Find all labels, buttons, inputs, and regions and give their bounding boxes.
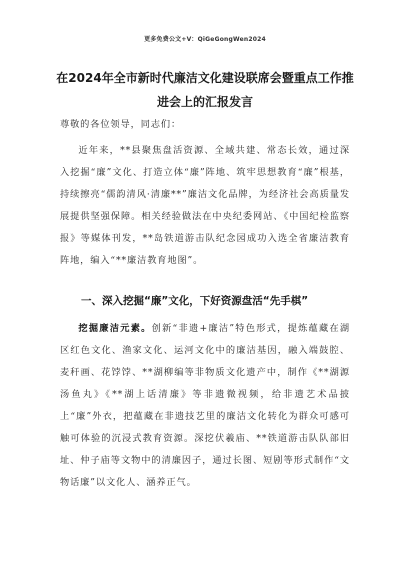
salutation: 尊敬的各位领导，同志们： [60,119,182,130]
watermark-text: 更多免费公文+V：QiGeGongWen2024 [144,36,266,43]
section-heading: 一、深入挖掘“廉”文化，下好资源盘活“先手棋” [81,295,309,307]
section-paragraph-body: 创新“非遗+廉洁”特色形式，提炼蕴藏在湖区红色文化、渔家文化、运河文化中的廉洁基因，融入端鼓腔、麦秆画、花饽饽、**湖柳编等非物质文化遗产中，制作《**湖源汤鱼丸》《**湖上话清廉》等非遗微视频，给非遗艺术品披上“廉”外衣，把蕴藏在非遗技艺里的廉洁文化转化为群众可感可触可体验的沉浸式教育资源。深挖伏羲庙、**铁道游击队队部旧址、仲子庙等文物中的清廉因子，通过长图、短剧等形式制作“文物话廉”以文化人、涵养正气。 [60,323,350,488]
document-title: 在2024年全市新时代廉洁文化建设联席会暨重点工作推进会上的汇报发言 [56,71,354,109]
intro-paragraph: 近年来，**县聚焦盘活资源、全域共建、常态长效，通过深入挖掘“廉”文化、打造立体“廉”阵地、筑牢思想教育“廉”根基，持续擦亮“儒韵清风·清廉**”廉洁文化品牌，为经济社会高质量发展提供坚强保障。相关经验做法在中央纪委网站、《中国纪检监察报》等媒体刊发，**岛铁道游击队纪念园成功入选全省廉洁教育阵地，编入“**廉洁教育地图”。 [60,145,350,266]
section-paragraph-lead: 挖掘廉洁元素。 [78,323,152,334]
section-paragraph [60,318,350,494]
